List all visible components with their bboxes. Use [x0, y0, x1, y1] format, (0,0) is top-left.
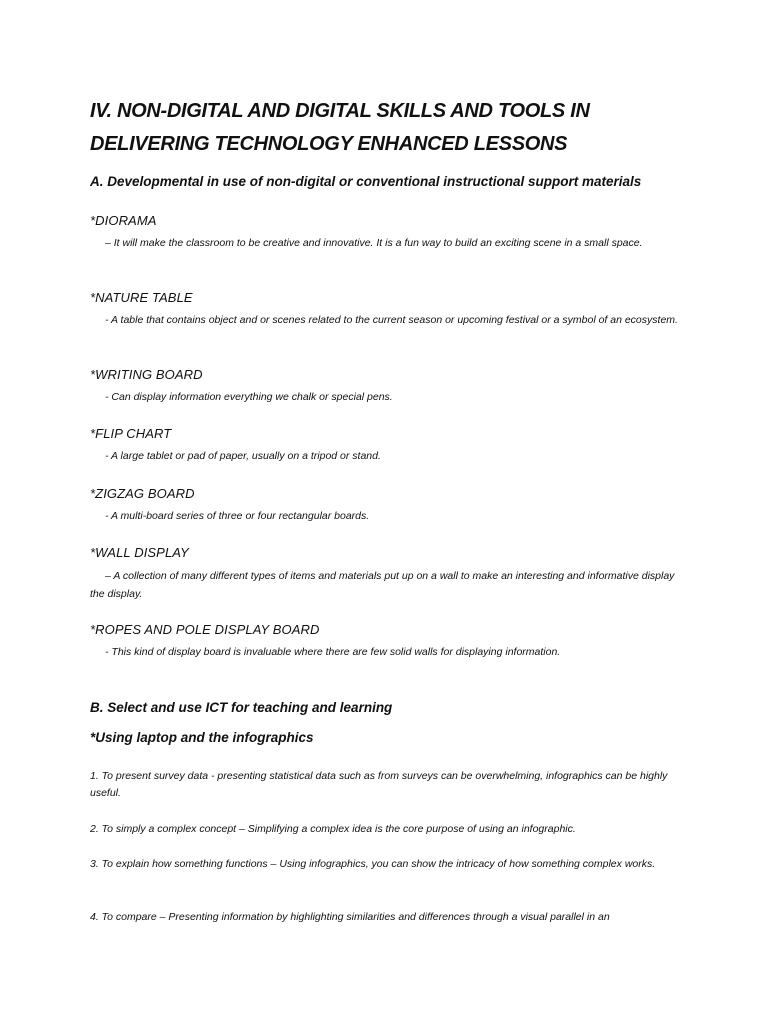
- item-title-writing-board: *WRITING BOARD: [90, 367, 203, 382]
- item-desc-zigzag-board: - A multi-board series of three or four rectangular boards.: [105, 510, 370, 522]
- section-b-heading: B. Select and use ICT for teaching and learning: [90, 700, 393, 715]
- page-title: IV. NON-DIGITAL AND DIGITAL SKILLS AND TOOLS IN DELIVERING TECHNOLOGY ENHANCED LESSONS: [90, 100, 590, 155]
- section-a-heading: A. Developmental in use of non-digital or conventional instructional support materials: [90, 174, 642, 189]
- item-title-flip-chart: *FLIP CHART: [90, 426, 172, 441]
- item-title-nature-table: *NATURE TABLE: [90, 290, 193, 305]
- item-desc-ropes-and-pole: - This kind of display board is invaluable where there are few solid walls for displaying information.: [105, 646, 561, 658]
- item-title-wall-display: *WALL DISPLAY: [90, 545, 189, 560]
- point-1: 1. To present survey data - presenting statistical data such as from surveys can be overwhelming, infographics can be highly useful.: [90, 770, 668, 799]
- section-b-subheading: *Using laptop and the infographics: [90, 730, 314, 745]
- item-desc-writing-board: - Can display information everything we chalk or special pens.: [105, 391, 393, 403]
- item-title-zigzag-board: *ZIGZAG BOARD: [90, 486, 195, 501]
- point-2: 2. To simply a complex concept – Simplifying a complex idea is the core purpose of using an infographic.: [90, 823, 576, 835]
- item-desc-nature-table: - A table that contains object and or scenes related to the current season or upcoming festival or a symbol of an ecosystem.: [105, 314, 678, 326]
- point-4: 4. To compare – Presenting information by highlighting similarities and differences through a visual parallel in an: [90, 911, 610, 923]
- item-title-ropes-and-pole: *ROPES AND POLE DISPLAY BOARD: [90, 622, 320, 637]
- point-3: 3. To explain how something functions – Using infographics, you can show the intricacy of how something complex works.: [90, 858, 656, 870]
- item-desc-diorama: – It will make the classroom to be creative and innovative. It is a fun way to build an exciting scene in a small space.: [105, 237, 643, 249]
- item-title-diorama: *DIORAMA: [90, 213, 157, 228]
- item-desc-wall-display: – A collection of many different types of items and materials put up on a wall to make an interesting and informative display the display.: [90, 570, 675, 600]
- item-desc-flip-chart: - A large tablet or pad of paper, usually on a tripod or stand.: [105, 450, 381, 462]
